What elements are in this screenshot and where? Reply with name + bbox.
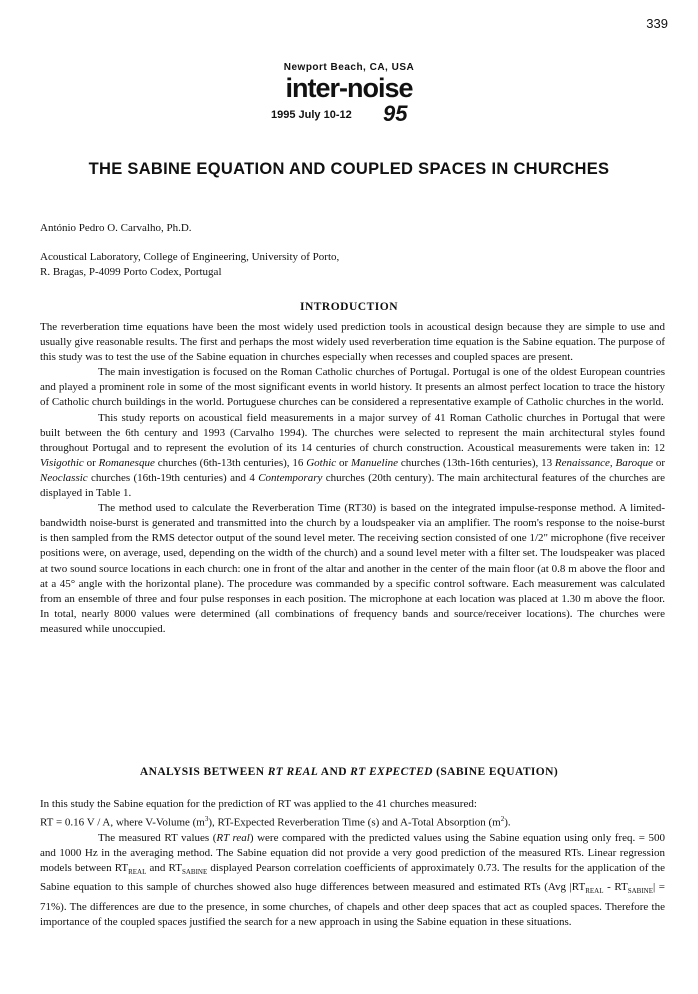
p3-or-1: or [83, 456, 99, 469]
intro-paragraph-2: The main investigation is focused on the Roman Catholic churches of Portugal. Portugal is one of the oldest European countries and played a prominent role in some of the most significant events in world history. It presents an almost perfect location to trace the history of Catholic church buildings in the world. Portuguese churches can be considered a representative example of Catholic churches in the world. [40, 366, 665, 409]
sub-real-2: REAL [585, 887, 604, 896]
p3-text-c: churches (13th-16th centuries), 13 [398, 456, 555, 469]
an-rt-real: RT real [216, 831, 250, 844]
style-contemporary: Contemporary [258, 471, 323, 484]
analysis-heading-rt-real: RT REAL [267, 766, 319, 778]
analysis-equation-line [40, 812, 665, 831]
eq-text-c: ). [504, 816, 511, 829]
analysis-heading-a: ANALYSIS BETWEEN [139, 766, 268, 778]
analysis-heading-rt-expected: RT EXPECTED [350, 766, 433, 778]
analysis-paragraph [40, 831, 665, 930]
style-gothic: Gothic [306, 456, 337, 469]
intro-paragraph-1: The reverberation time equations have been the most widely used prediction tools in acoustical design because they are simple to use and usually give reasonable results. The first and perhaps the most widely used reverberation time equation is the Sabine equation. The purpose of this study was to test the use of the Sabine equation in churches especially when recesses and coupled spaces are present. [40, 321, 665, 364]
style-renaissance-baroque: Renaissance, Baroque [554, 456, 653, 469]
an-text-a: The measured RT values ( [98, 831, 217, 844]
analysis-body [40, 797, 665, 930]
p3-text-a: This study reports on acoustical field measurements in a major survey of 41 Roman Catholic churches in Portugal that were built between the 6th century and 1993 (Carvalho 1994). The churches were selected to represent the main architectural styles found throughout Portugal and to represent the evolution of its 14 centuries of church construction. Acoustical measurements were taken in: 12 [40, 411, 665, 454]
analysis-heading-c: (SABINE EQUATION) [432, 766, 559, 778]
p3-text-e: churches (20th century). The main architectural features of the churches are displayed in Table 1. [40, 471, 665, 500]
eq-text-b: ), RT-Expected Reverberation Time (s) and A-Total Absorption (m [208, 816, 501, 829]
style-manueline: Manueline [351, 456, 399, 469]
p3-or-3: or [652, 456, 665, 469]
conference-year-mark: 95 [383, 101, 408, 126]
an-text-d: displayed Pearson correlation coefficients of approximately 0.73. The results for the application of the Sabine equation to this sample of churches showed also huge differences between measured and estimated RTs (Avg |RT [40, 862, 665, 894]
an-text-b: ) were compared with the predicted values using the Sabine equation using only freq. = 500 and 1000 Hz in the averaging method. The Sabine equation did not provide a very good prediction of the measured RTs. Linear regression models between RT [40, 831, 666, 875]
section-heading-analysis [0, 766, 698, 778]
sub-sabine-2: SABINE [627, 887, 654, 896]
affiliation [40, 250, 339, 280]
style-visigothic: Visigothic [40, 456, 84, 469]
author: António Pedro O. Carvalho, Ph.D. [40, 222, 192, 234]
section-heading-introduction: INTRODUCTION [299, 301, 398, 313]
intro-paragraph-4: The method used to calculate the Reverberation Time (RT30) is based on the integrated impulse-response method. A limited-bandwidth noise-burst is generated and transmitted into the church by a loudspeaker via an amplifier. The room's response to the noise-burst is then sampled from the RMS detector output of the sound level meter. The receiving section consisted of one 1/2" microphone (five receiver positions were, on average, used, depending on the width of the church) and a sound level meter with a filter set. The loudspeaker was placed at two sound source locations in each church: one in front of the altar and another in the center of the main floor (at 0.8 m above the floor and at a 45° angle with the horizontal plane). The procedure was commanded by a specific control software. Each measurement was calculated from an ensemble of three and four pulse responses in each position. The microphone at each location was placed at 1.30 m above the floor. In total, nearly 8000 values were determined (all combinations of frequency bands and source/receiver locations). The churches were measured while unoccupied. [40, 502, 665, 635]
conference-dates: 1995 July 10-12 [271, 109, 352, 121]
sub-real: REAL [128, 868, 147, 877]
p3-text-b: churches (6th-13th centuries), 16 [154, 456, 307, 469]
conference-dates-row [249, 103, 449, 129]
conference-logo: inter-noise [285, 73, 413, 103]
paper-title: THE SABINE EQUATION AND COUPLED SPACES IN CHURCHES [88, 160, 610, 178]
eq-sup-3: 3 [204, 815, 209, 824]
an-text-c: and RT [146, 862, 182, 875]
p3-or-2: or [336, 456, 352, 469]
analysis-heading-b: AND [318, 766, 351, 778]
style-neoclassic: Neoclassic [40, 471, 88, 484]
affiliation-line-1: Acoustical Laboratory, College of Engineering, University of Porto, [40, 251, 340, 263]
analysis-line-1: In this study the Sabine equation for the prediction of RT was applied to the 41 churches measured: [40, 798, 477, 810]
sub-sabine: SABINE [181, 868, 208, 877]
eq-text-a: RT = 0.16 V / A, where V-Volume (m [40, 816, 205, 829]
intro-paragraph-3 [40, 411, 665, 502]
an-text-e: - RT [603, 881, 628, 894]
page-number: 339 [646, 16, 668, 31]
conference-location: Newport Beach, CA, USA [283, 62, 415, 73]
affiliation-line-2: R. Bragas, P-4099 Porto Codex, Portugal [40, 266, 222, 278]
an-text-f: | = 71%). The differences are due to the presence, in some churches, of chapels and other deep spaces that act as coupled spaces. Therefore the importance of the coupled spaces justified the search for a new approach in using the Sabine equation in these situations. [40, 881, 666, 928]
eq-sup-2: 2 [500, 815, 505, 824]
p3-text-d: churches (16th-19th centuries) and 4 [87, 471, 259, 484]
style-romanesque: Romanesque [98, 456, 155, 469]
conference-header [0, 62, 698, 129]
introduction-body [40, 320, 665, 637]
